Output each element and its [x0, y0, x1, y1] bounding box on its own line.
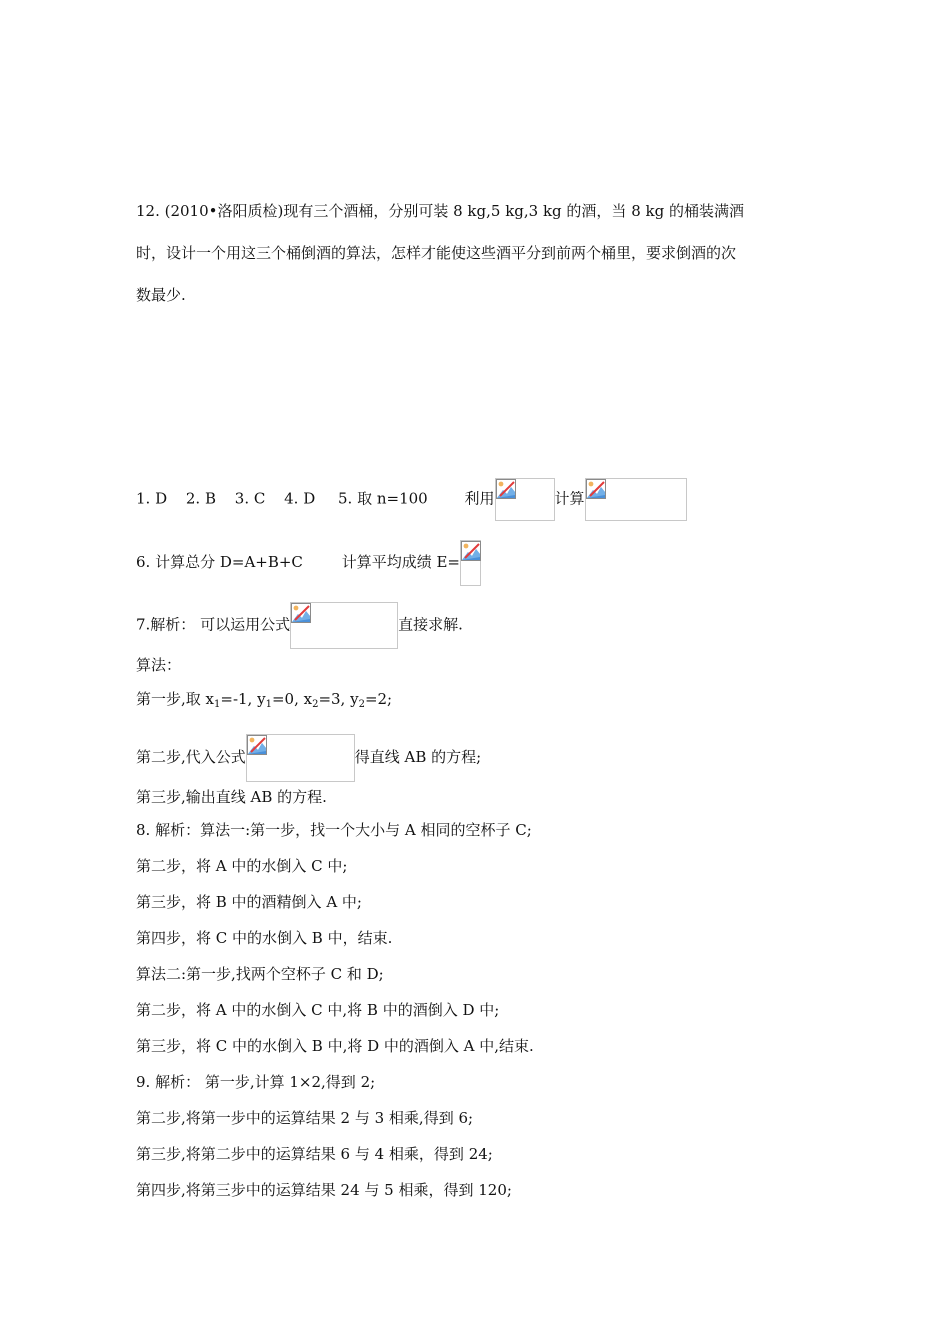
answer-6-average-label: 计算平均成绩 E= — [341, 553, 460, 571]
formula-image-placeholder — [460, 540, 481, 586]
q8-line-5: 算法二:第一步,找两个空杯子 C 和 D; — [136, 965, 384, 983]
answer-4: 4. D — [284, 489, 316, 508]
q7-step-1 — [136, 688, 392, 716]
answers-row-1-5 — [136, 478, 687, 521]
problem-12-line-1: 12. (2010•洛阳质检)现有三个酒桶，分别可装 8 kg,5 kg,3 kg 的酒，当 8 kg 的桶装满酒 — [136, 202, 744, 220]
q7-step-3: 第三步,输出直线 AB 的方程. — [136, 788, 327, 806]
q8-line-1: 8. 解析：算法一:第一步，找一个大小与 A 相同的空杯子 C; — [136, 821, 532, 839]
q9-line-2: 第二步,将第一步中的运算结果 2 与 3 相乘,得到 6; — [136, 1109, 474, 1127]
subscript: 1 — [214, 699, 221, 710]
step-text: =2; — [364, 690, 393, 708]
q9-line-1: 9. 解析： 第一步,计算 1×2,得到 2; — [136, 1073, 376, 1091]
subscript: 2 — [358, 699, 365, 710]
answer-6: 6. 计算总分 D=A+B+C — [136, 553, 303, 571]
answer-6-row — [136, 540, 481, 586]
q7-intro — [136, 602, 463, 649]
step-text: =-1, y — [220, 690, 266, 708]
q7-step-2-end: 得直线 AB 的方程; — [354, 748, 482, 766]
problem-12-line-3: 数最少. — [136, 286, 186, 304]
formula-image-placeholder — [246, 734, 355, 782]
answer-5-use-label: 利用 — [464, 489, 495, 508]
answer-1: 1. D — [136, 489, 168, 508]
answer-3: 3. C — [234, 489, 266, 508]
answer-2: 2. B — [185, 489, 216, 508]
q8-line-3: 第三步，将 B 中的酒精倒入 A 中; — [136, 893, 362, 911]
q9-line-4: 第四步,将第三步中的运算结果 24 与 5 相乘，得到 120; — [136, 1181, 512, 1199]
q7-intro-end: 直接求解. — [398, 615, 463, 634]
q7-step-2-text: 第二步,代入公式 — [136, 748, 246, 766]
broken-image-icon — [461, 541, 481, 561]
step-text: 第一步,取 x — [136, 690, 214, 708]
q7-step-2 — [136, 734, 481, 782]
q8-line-4: 第四步，将 C 中的水倒入 B 中，结束. — [136, 929, 393, 947]
q7-intro-text: 7.解析： 可以运用公式 — [136, 615, 291, 634]
step-text: =0, x — [271, 690, 313, 708]
broken-image-icon — [586, 479, 606, 499]
subscript: 2 — [312, 699, 319, 710]
answer-5-calc-label: 计算 — [554, 489, 585, 508]
formula-image-placeholder — [290, 602, 398, 649]
q7-algorithm-label: 算法： — [136, 656, 182, 674]
broken-image-icon — [291, 603, 311, 623]
q9-line-3: 第三步,将第二步中的运算结果 6 与 4 相乘，得到 24; — [136, 1145, 493, 1163]
q8-line-6: 第二步，将 A 中的水倒入 C 中,将 B 中的酒倒入 D 中; — [136, 1001, 500, 1019]
q8-line-7: 第三步，将 C 中的水倒入 B 中,将 D 中的酒倒入 A 中,结束. — [136, 1037, 534, 1055]
subscript: 1 — [265, 699, 272, 710]
answer-5: 5. 取 n=100 — [338, 489, 428, 508]
step-text: =3, y — [318, 690, 359, 708]
formula-image-placeholder — [495, 478, 555, 521]
q8-line-2: 第二步，将 A 中的水倒入 C 中; — [136, 857, 348, 875]
broken-image-icon — [496, 479, 516, 499]
problem-12-line-2: 时，设计一个用这三个桶倒酒的算法，怎样才能使这些酒平分到前两个桶里，要求倒酒的次 — [136, 244, 737, 262]
formula-image-placeholder — [585, 478, 687, 521]
broken-image-icon — [247, 735, 267, 755]
